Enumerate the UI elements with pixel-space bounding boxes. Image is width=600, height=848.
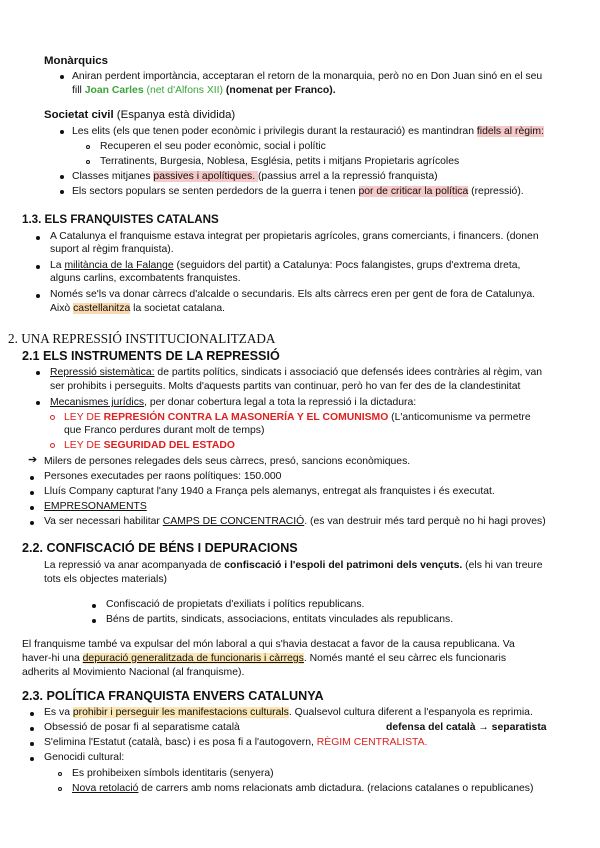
text: . (es van destruir més tard perquè no hi hagi proves) <box>304 516 546 527</box>
s21-b2 <box>50 396 416 409</box>
s23-b3 <box>44 736 427 749</box>
text: Classes mitjanes <box>72 171 154 182</box>
s22-p2-l3: adherits al Movimiento Nacional (al franquisme). <box>22 667 245 678</box>
text: la societat catalana. <box>130 303 226 314</box>
societat-b2 <box>72 170 438 183</box>
s21-b1-l1 <box>50 366 542 379</box>
s13-b2-l1 <box>50 259 520 272</box>
s22-p1-l1 <box>44 559 543 572</box>
underlined: CAMPS DE CONCENTRACIÓ <box>162 516 305 527</box>
bullet <box>60 175 64 179</box>
text: (L'anticomunisme va permetre <box>388 412 531 423</box>
text: fill <box>72 85 85 96</box>
s23-b2: Obsessió de posar fi al separatisme català <box>44 722 240 733</box>
text: . Qualsevol cultura diferent a l'espanyola es reprimia. <box>288 707 533 718</box>
law-name: SEGURIDAD DEL ESTADO <box>103 440 235 451</box>
highlight: fidels al règim: <box>476 126 544 137</box>
text: de carrers amb noms relacionats amb dictadura. (relacions catalanes o republicanes) <box>138 783 534 794</box>
societat-s2: Terratinents, Burgesia, Noblesa, Església, petits i mitjans Propietaris agrícoles <box>100 156 460 167</box>
s23-b4: Genocidi cultural: <box>44 752 125 763</box>
text: (repressió). <box>468 186 524 197</box>
s22-p1-l2: tots els objectes materials) <box>44 574 168 585</box>
text: S'elimina l'Estatut (català, basc) i es posa fi a l'autogovern, <box>44 737 317 748</box>
section-2-title: 2. UNA REPRESSIÓ INSTITUCIONALITZADA <box>8 331 276 346</box>
joan-carles-name: Joan Carles <box>84 85 144 96</box>
s22-b2: Béns de partits, sindicats, associacions, entitats vinculades als republicans. <box>106 614 454 625</box>
monarquics-heading: Monàrquics <box>44 55 108 67</box>
s13-b2-l2: alguns carlins, excombatents franquistes. <box>50 273 241 284</box>
text: (passius arrel a la repressió franquista) <box>257 171 438 182</box>
text: Les elits (els que tenen poder econòmic i privilegis durant la restauració) es mantindran <box>72 126 477 137</box>
text: La repressió va anar acompanyada de <box>44 560 225 571</box>
section-2-2-title: 2.2. CONFISCACIÓ DE BÉNS I DEPURACIONS <box>22 541 298 555</box>
bullet <box>30 742 34 746</box>
underlined: militància de la Falange <box>64 260 174 271</box>
bullet <box>36 294 40 298</box>
sub-bullet <box>58 787 62 791</box>
sub-bullet-red <box>50 415 55 420</box>
societat-s1: Recuperen el seu poder econòmic, social i polític <box>100 141 326 152</box>
bullet <box>36 401 40 405</box>
highlight: castellanitza <box>73 303 131 314</box>
law-2 <box>64 439 235 452</box>
bullet <box>30 757 34 761</box>
text: (seguidors del partit) a Catalunya: Pocs falangistes, grups d'extrema dreta, <box>173 260 521 271</box>
text: de partits polítics, sindicats i associació que defensés idees contràries al règim, van <box>154 367 543 378</box>
text: haver-hi una <box>22 653 83 664</box>
section-1-3-title: 1.3. ELS FRANQUISTES CATALANS <box>22 213 219 226</box>
text: Es va <box>44 707 73 718</box>
sub-bullet <box>86 160 90 164</box>
bullet <box>36 236 40 240</box>
text: Va ser necessari habilitar <box>44 516 163 527</box>
heading-bold: Societat civil <box>44 109 114 121</box>
bullet <box>30 506 34 510</box>
s21-b6 <box>44 515 546 528</box>
underlined: Mecanismes jurídics <box>50 397 145 408</box>
monarquics-line1: Aniran perdent importància, acceptaran el retorn de la monarquia, però no en Don Juan sinó en el seu <box>72 71 543 82</box>
sub-bullet <box>58 772 62 776</box>
societat-heading <box>44 109 235 122</box>
text: Això <box>50 303 74 314</box>
s23-b2-bold: defensa del català → separatista <box>386 722 547 733</box>
bullet <box>92 619 96 623</box>
bullet <box>30 727 34 731</box>
text-bold: confiscació i l'espoli del patrimoni dels vençuts. <box>224 560 463 571</box>
highlight: por de criticar la política <box>358 186 469 197</box>
monarquics-line2 <box>72 84 336 97</box>
s21-b4: Lluís Company capturat l'any 1940 a França pels alemanys, entregat als franquistes i és executat. <box>44 486 495 497</box>
s13-b3-l2 <box>50 302 225 315</box>
s13-b1-l1: A Catalunya el franquisme estava integrat per propietaris agrícoles, grans comerciants, i financers. (donen <box>50 231 539 242</box>
bullet <box>36 265 40 269</box>
s22-p2-l2 <box>22 652 506 665</box>
societat-b3 <box>72 185 524 198</box>
bullet <box>30 712 34 716</box>
text: Els sectors populars se senten perdedors de la guerra i tenen <box>72 186 359 197</box>
s21-arrow-item: Milers de persones relegades dels seus càrrecs, presó, sancions econòmiques. <box>44 456 411 467</box>
bullet <box>60 190 64 194</box>
s21-b3: Persones executades per raons polítiques: 150.000 <box>44 471 282 482</box>
s23-b1 <box>44 706 533 719</box>
underlined: Repressió sistemàtica: <box>50 367 155 378</box>
s22-p2-l1: El franquisme també va expulsar del món laboral a qui s'havia destacat a favor de la causa republicana. Va <box>22 639 515 650</box>
text: , per donar cobertura legal a tota la repressió i la dictadura: <box>144 397 417 408</box>
bullet <box>36 371 40 375</box>
text-bold: (nomenat per Franco). <box>225 85 336 96</box>
s21-b5: EMPRESONAMENTS <box>44 501 147 512</box>
text-red: RÈGIM CENTRALISTA. <box>316 737 428 748</box>
bullet <box>30 521 34 525</box>
arrow-icon: ➔ <box>28 454 38 466</box>
heading-paren: (Espanya està dividida) <box>113 109 236 121</box>
text-green: (net d'Alfons XII) <box>143 85 226 96</box>
underlined: Nova retolació <box>72 783 139 794</box>
law-1 <box>64 411 531 424</box>
highlight: prohibir i perseguir les manifestacions culturals <box>72 707 289 718</box>
law-1-l2: que Franco perdures durant molt de temps) <box>64 425 265 436</box>
highlight: depuració generalitzada de funcionaris i càrregs <box>82 653 304 664</box>
sub-bullet-red <box>50 443 55 448</box>
text: (els hi van treure <box>462 560 543 571</box>
section-2-1-title: 2.1 ELS INSTRUMENTS DE LA REPRESSIÓ <box>22 349 280 363</box>
s21-b1-l2: ser prohibits i perseguits. Molts d'aquests partits van continuar, però ho van fer des de la clandestinitat <box>50 381 521 392</box>
s23-s2 <box>72 782 533 795</box>
s22-b1: Confiscació de propietats d'exiliats i polítics republicans. <box>106 599 365 610</box>
bullet <box>30 491 34 495</box>
bullet <box>92 604 96 608</box>
section-2-3-title: 2.3. POLÍTICA FRANQUISTA ENVERS CATALUNYA <box>22 689 324 703</box>
bullet <box>60 130 64 134</box>
text-red: LEY DE <box>64 412 104 423</box>
text: . Només manté el seu càrrec els funcionaris <box>303 653 507 664</box>
societat-b1 <box>72 125 544 138</box>
s23-s1: Es prohibeixen símbols identitaris (senyera) <box>72 768 274 779</box>
text-red: LEY DE <box>64 440 104 451</box>
s13-b3-l1: Només se'ls va donar càrrecs d'alcalde o secundaris. Els alts càrrecs eren per gent de fora de Catalunya. <box>50 289 536 300</box>
highlight: passives i apolítiques. <box>153 171 258 182</box>
law-name: REPRESIÓN CONTRA LA MASONERÍA Y EL COMUNISMO <box>103 412 389 423</box>
s13-b1-l2: suport al règim franquista). <box>50 244 174 255</box>
bullet <box>60 75 64 79</box>
sub-bullet <box>86 145 90 149</box>
text: La <box>50 260 65 271</box>
bullet <box>30 476 34 480</box>
